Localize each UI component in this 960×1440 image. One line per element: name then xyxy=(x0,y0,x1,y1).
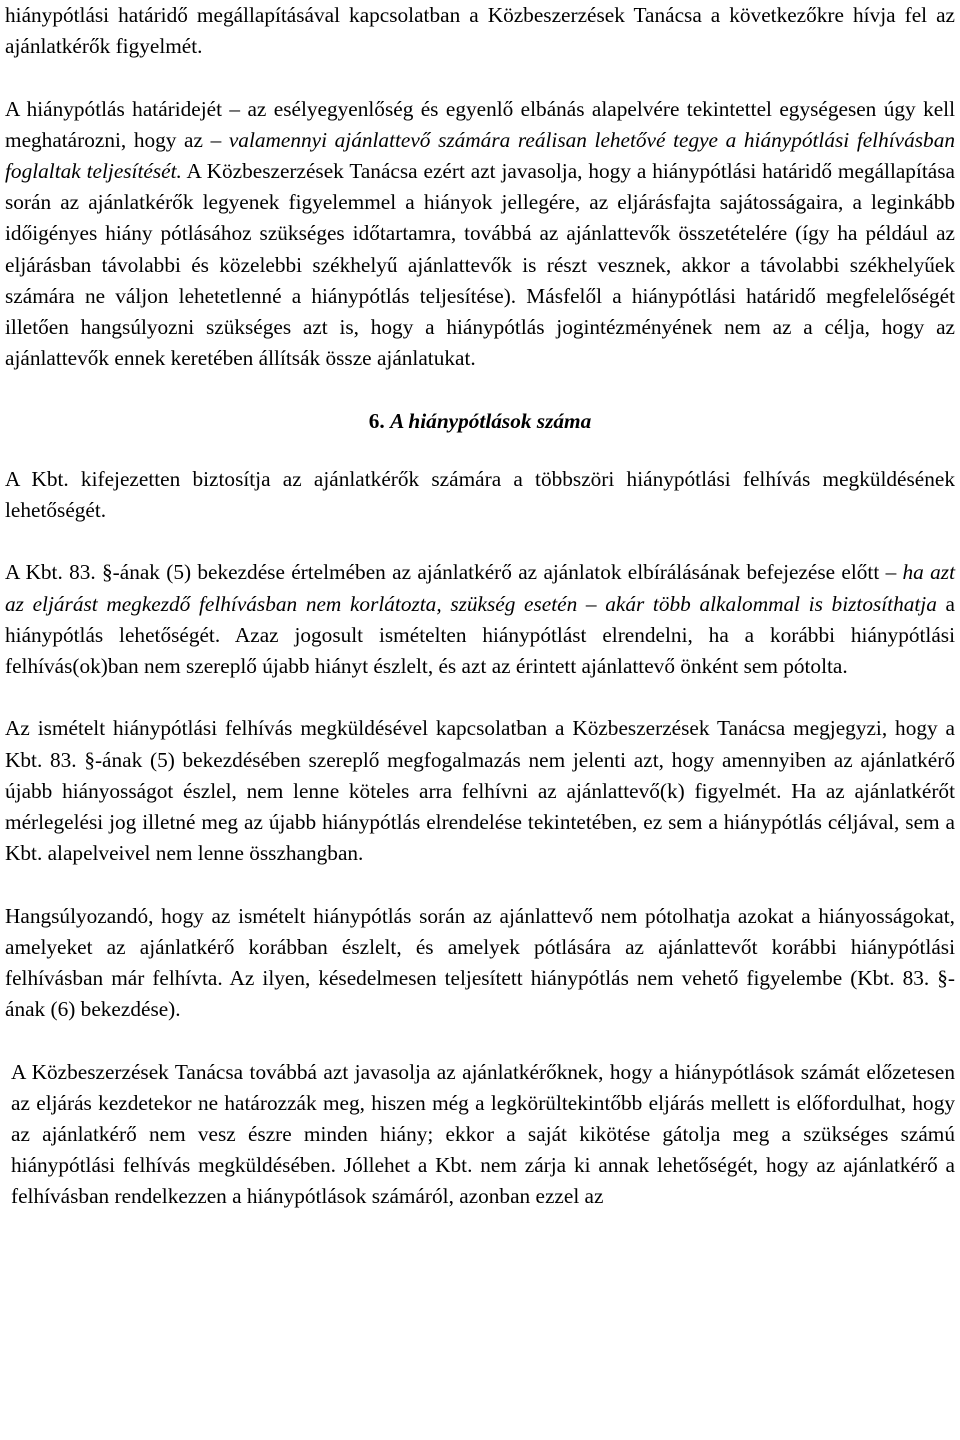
paragraph-gap xyxy=(5,374,955,405)
paragraph-kbt-83-part-b: a hiánypótlás lehetőségét. Azaz jogosult ismételten hiánypótlást elrendelni, ha a korábbi hiánypótlási felhívás(ok)ban nem szereplő újabb hiányt észlelt, és azt az érintett ajánlattevő önként sem pótolta. xyxy=(5,591,955,679)
paragraph-emphasis-note: Hangsúlyozandó, hogy az ismételt hiánypótlás során az ajánlattevő nem pótolhatja azokat a hiányosságokat, amelyeket az ajánlatkérő korábban észlelt, és amelyek pótlására az ajánlattevőt korábbi hiánypótlási felhívásban már felhívta. Az ilyen, késedelmesen teljesített hiánypótlás nem vehető figyelembe (Kbt. 83. §-ának (6) bekezdése). xyxy=(5,903,955,1022)
paragraph-gap xyxy=(5,526,955,557)
paragraph-deadline-part-b: A Közbeszerzések Tanácsa ezért azt javasolja, hogy a hiánypótlási határidő megállapítása során az ajánlatkérők legyenek figyelemmel a hiányok jellegére, az eljárásfajta sajátosságaira, a leginkább időigényes hiány pótlásához szükséges időtartamra, továbbá az ajánlattevők összetételére (így ha például az eljárásban távolabbi és közelebbi székhelyű ajánlattevők is részt vesznek, akkor a távolabbi székhelyűek számára ne váljon lehetetlenné a hiánypótlás teljesítése). Másfelől a hiánypótlási határidő megfelelőségét illetően hangsúlyozni szükséges azt is, hogy a hiánypótlás jogintézményének nem az a célja, hogy az ajánlattevők ennek keretében állítsák össze ajánlatukat. xyxy=(5,159,955,371)
paragraph-gap xyxy=(5,869,955,900)
paragraph-kbt-83-emphasis: ha azt az eljárást megkezdő felhívásban nem korlátozta, szükség esetén – akár több alkalommal is biztosíthatja xyxy=(5,560,955,616)
section-number: 6. xyxy=(368,408,385,433)
paragraph-deadline xyxy=(5,94,955,375)
paragraph-recommendation: A Közbeszerzések Tanácsa továbbá azt javasolja az ajánlatkérőknek, hogy a hiánypótlások számát előzetesen az eljárás kezdetekor ne határozzák meg, hiszen még a legkörültekintőbb eljárás mellett is előfordulhat, hogy az ajánlatkérő nem vesz észre minden hiány; ekkor a saját kikötése gátolja meg a szükséges számú hiánypótlási felhívás megküldésében. Jóllehet a Kbt. nem zárja ki annak lehetőségét, hogy az ajánlatkérő a felhívásban rendelkezzen a hiánypótlások számáról, azonban ezzel az xyxy=(11,1059,955,1209)
paragraph-kbt-allows: A Kbt. kifejezetten biztosítja az ajánlatkérők számára a többszöri hiánypótlási felhívás megküldésének lehetőségét. xyxy=(5,466,955,523)
paragraph-gap xyxy=(5,682,955,713)
section-heading xyxy=(5,406,955,437)
paragraph-gap xyxy=(5,62,955,93)
paragraph-gap xyxy=(5,1025,955,1056)
paragraph-deadline-part-a: A hiánypótlás határidejét – az esélyegyenlőség és egyenlő elbánás alapelvére tekintettel egységesen úgy kell meghatározni, hogy az – xyxy=(5,96,955,152)
paragraph-repeated-notice: Az ismételt hiánypótlási felhívás megküldésével kapcsolatban a Közbeszerzések Tanácsa megjegyzi, hogy a Kbt. 83. §-ának (5) bekezdésében szereplő megfogalmazás nem jelenti azt, hogy amennyiben az ajánlatkérő újabb hiányosságot észlel, nem lenne köteles arra felhívni az ajánlattevő(k) figyelmét. Ha az ajánlatkérőt mérlegelési jog illetné meg az újabb hiánypótlás elrendelése tekintetében, ez sem a hiánypótlás céljával, sem a Kbt. alapelveivel nem lenne összhangban. xyxy=(5,716,955,866)
paragraph-gap xyxy=(5,437,955,464)
document-page xyxy=(5,0,955,1213)
paragraph-deadline-emphasis: valamennyi ajánlattevő számára reálisan lehetővé tegye a hiánypótlási felhívásban foglaltak teljesítését. xyxy=(5,127,956,183)
paragraph-kbt-83-part-a: A Kbt. 83. §-ának (5) bekezdése értelmében az ajánlatkérő az ajánlatok elbírálásának befejezése előtt – xyxy=(5,560,903,585)
section-title: A hiánypótlások száma xyxy=(390,408,592,433)
paragraph-kbt-83 xyxy=(5,557,955,682)
paragraph-intro: hiánypótlási határidő megállapításával kapcsolatban a Közbeszerzések Tanácsa a következőkre hívja fel az ajánlatkérők figyelmét. xyxy=(5,3,955,59)
